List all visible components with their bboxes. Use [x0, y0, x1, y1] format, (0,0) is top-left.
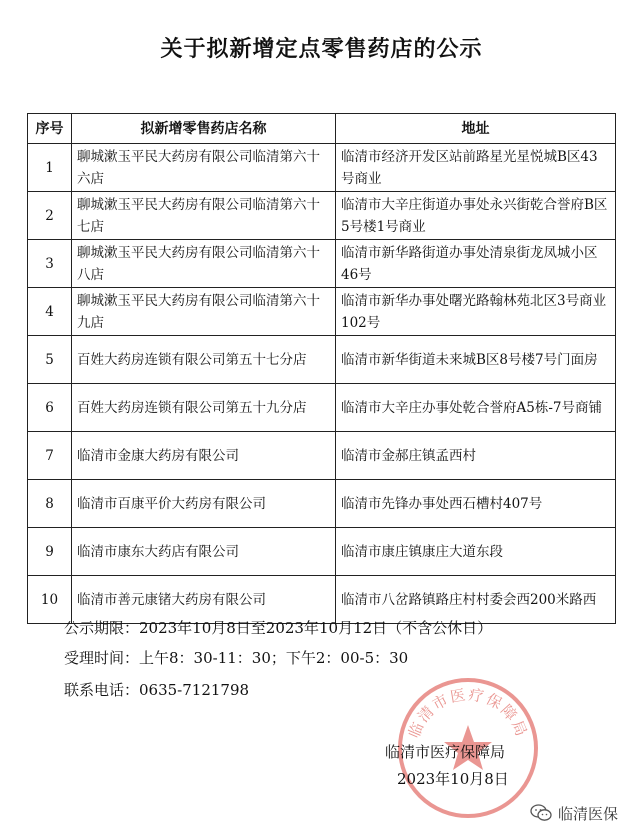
pharmacy-name: 百姓大药房连锁有限公司第五十七分店 [72, 336, 336, 384]
pharmacy-address: 临清市新华路街道办事处清泉街龙凤城小区46号 [336, 240, 616, 288]
table-row [28, 480, 616, 528]
pharmacy-address: 临清市新华街道未来城B区8号楼7号门面房 [336, 336, 616, 384]
row-index: 9 [28, 528, 72, 576]
row-index: 8 [28, 480, 72, 528]
table-row [28, 336, 616, 384]
pharmacy-address: 临清市先锋办事处西石槽村407号 [336, 480, 616, 528]
pharmacy-address: 临清市大辛庄街道办事处永兴街乾合誉府B区5号楼1号商业 [336, 192, 616, 240]
pharmacy-address: 临清市新华办事处曙光路翰林苑北区3号商业102号 [336, 288, 616, 336]
issuer-name: 临清市医疗保障局 [385, 743, 506, 761]
pharmacy-address: 临清市金郝庄镇孟西村 [336, 432, 616, 480]
table-row [28, 192, 616, 240]
pharmacy-name: 百姓大药房连锁有限公司第五十九分店 [72, 384, 336, 432]
pharmacy-name: 聊城漱玉平民大药房有限公司临清第六十七店 [72, 192, 336, 240]
document-title: 关于拟新增定点零售药店的公示 [160, 37, 483, 62]
row-index: 5 [28, 336, 72, 384]
watermark-label: 临清医保 [558, 804, 619, 823]
table-row [28, 528, 616, 576]
row-index: 3 [28, 240, 72, 288]
pharmacy-name: 临清市善元康锗大药房有限公司 [72, 576, 336, 624]
header-name: 拟新增零售药店名称 [72, 114, 336, 144]
row-index: 7 [28, 432, 72, 480]
wechat-icon [530, 804, 552, 822]
wechat-watermark [530, 800, 618, 826]
pharmacy-name: 临清市康东大药店有限公司 [72, 528, 336, 576]
pharmacy-address: 临清市大辛庄办事处乾合誉府A5栋-7号商铺 [336, 384, 616, 432]
pharmacy-address: 临清市八岔路镇路庄村村委会西200米路西 [336, 576, 616, 624]
table-row [28, 288, 616, 336]
seal-text: 临清市医疗保障局 [404, 685, 532, 741]
pharmacy-name: 聊城漱玉平民大药房有限公司临清第六十九店 [72, 288, 336, 336]
pharmacy-address: 临清市康庄镇康庄大道东段 [336, 528, 616, 576]
issue-date: 2023年10月8日 [397, 770, 509, 788]
row-index: 2 [28, 192, 72, 240]
table-row [28, 432, 616, 480]
notice-phone: 联系电话：0635-7121798 [64, 681, 250, 699]
table-header-row [28, 114, 616, 144]
header-index: 序号 [28, 114, 72, 144]
row-index: 10 [28, 576, 72, 624]
table-row [28, 384, 616, 432]
pharmacy-name: 聊城漱玉平民大药房有限公司临清第六十六店 [72, 144, 336, 192]
header-address: 地址 [336, 114, 616, 144]
notice-hours: 受理时间：上午8：30-11：30；下午2：00-5：30 [64, 649, 409, 667]
table-row [28, 240, 616, 288]
row-index: 4 [28, 288, 72, 336]
pharmacy-name: 临清市百康平价大药房有限公司 [72, 480, 336, 528]
pharmacy-table [27, 113, 616, 624]
pharmacy-name: 临清市金康大药房有限公司 [72, 432, 336, 480]
row-index: 1 [28, 144, 72, 192]
row-index: 6 [28, 384, 72, 432]
notice-period: 公示期限：2023年10月8日至2023年10月12日（不含公休日） [64, 619, 493, 637]
pharmacy-address: 临清市经济开发区站前路星光星悦城B区43号商业 [336, 144, 616, 192]
pharmacy-name: 聊城漱玉平民大药房有限公司临清第六十八店 [72, 240, 336, 288]
table-row [28, 144, 616, 192]
